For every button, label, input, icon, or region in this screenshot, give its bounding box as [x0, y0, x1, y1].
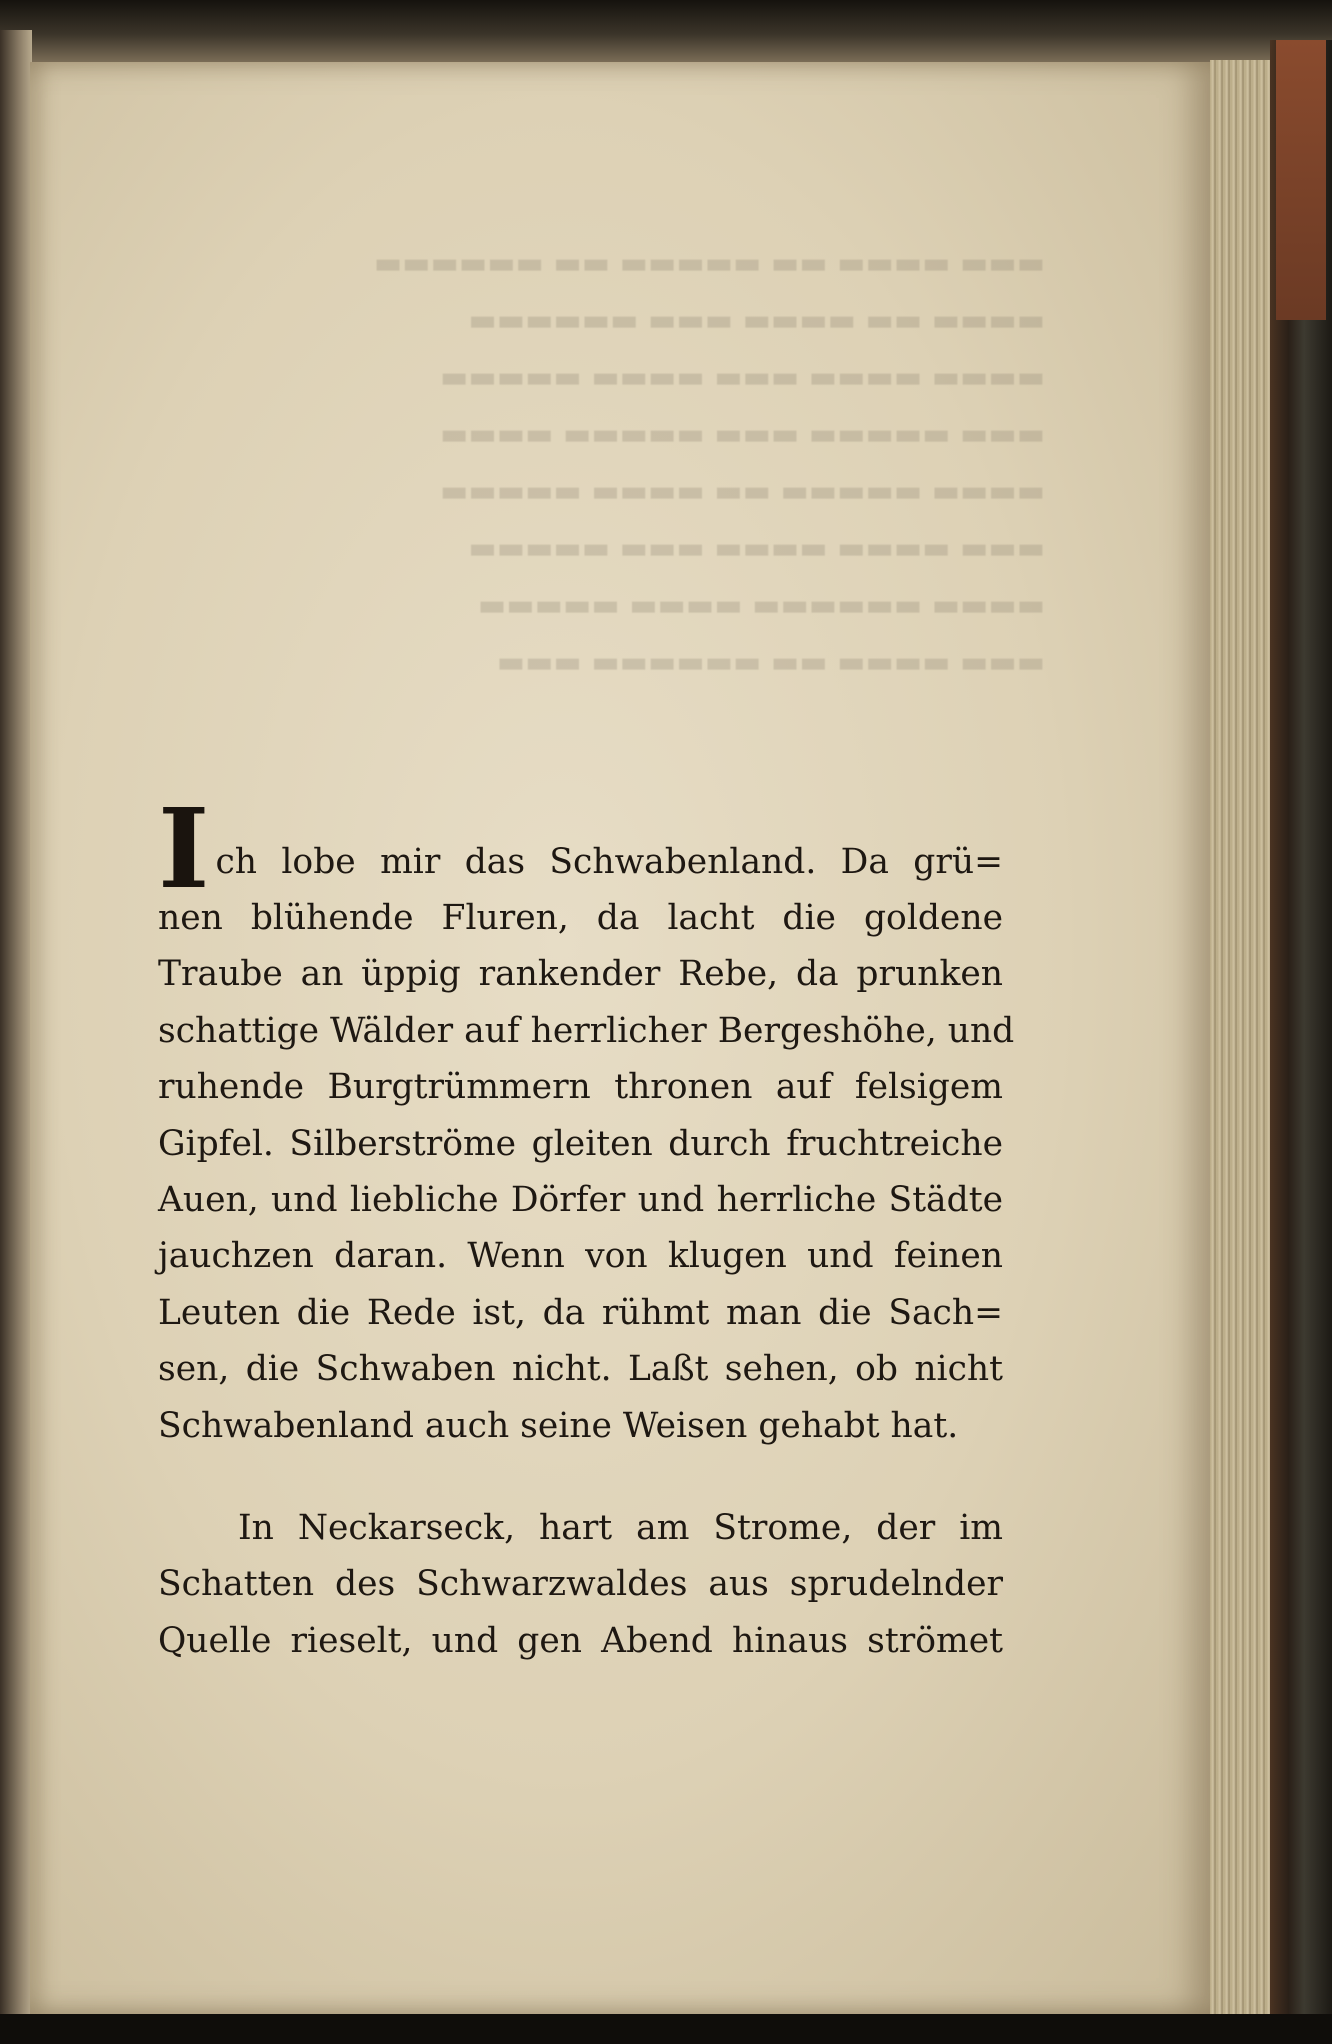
cover-leather — [1276, 40, 1326, 320]
text-line: Auen, und liebliche Dörfer und herrliche Städte — [158, 1180, 1003, 1221]
text-line: Traube an üppig rankender Rebe, da prunken — [158, 954, 1003, 995]
text-line: nen blühende Fluren, da lacht die goldene — [158, 898, 1003, 938]
text-line: In Neckarseck, hart am Strome, der im — [238, 1508, 1003, 1549]
book-spine — [0, 30, 32, 2015]
text-line: schattige Wälder auf herrlicher Bergeshöhe, und — [158, 1010, 1015, 1051]
first-line — [158, 784, 1003, 913]
text-line: Schatten des Schwarzwaldes aus sprudelnder — [158, 1564, 1003, 1605]
book-cover-right — [1270, 40, 1332, 2030]
main-text — [158, 784, 1015, 1669]
page-edges — [1210, 60, 1270, 2015]
paragraph-2 — [158, 1500, 1003, 1669]
book-bottom-edge — [0, 2014, 1332, 2044]
text-line: Quelle rieselt, und gen Abend hinaus strömet — [158, 1620, 1003, 1661]
book-top-edge — [0, 0, 1332, 62]
paragraph-1 — [158, 784, 1015, 1454]
text-line: ch lobe mir das Schwabenland. Da grü= — [215, 841, 1003, 882]
text-line: jauchzen daran. Wenn von klugen und feinen — [158, 1236, 1003, 1277]
text-line: Leuten die Rede ist, da rühmt man die Sach= — [158, 1292, 1003, 1333]
text-line: ruhende Burgtrümmern thronen auf felsigem — [158, 1067, 1003, 1108]
text-line: Gipfel. Silberströme gleiten durch fruchtreiche — [158, 1123, 1003, 1164]
drop-cap: I — [158, 784, 210, 913]
text-line: sen, die Schwaben nicht. Laßt sehen, ob nicht — [158, 1349, 1003, 1390]
text-line: Schwabenland auch seine Weisen gehabt hat. — [158, 1405, 959, 1446]
show-through-text: ▬▬▬ ▬▬▬▬ ▬▬ ▬▬▬▬▬ ▬▬ ▬▬▬▬▬▬ ▬▬▬▬ ▬▬ ▬▬▬▬ ▬▬▬ ▬▬▬▬▬▬ ▬▬▬▬ ▬▬▬▬ ▬▬▬ ▬▬▬▬ ▬▬▬▬▬ ▬▬▬ ▬▬▬▬▬ ▬▬▬ ▬▬▬▬▬ ▬▬▬▬ ▬▬▬▬ ▬▬▬▬▬ ▬▬ ▬▬▬▬ ▬▬▬▬▬ ▬▬▬ ▬▬▬▬ ▬▬▬▬ ▬▬▬ ▬▬▬▬▬ ▬▬▬▬ ▬▬▬▬▬▬ ▬▬▬▬ ▬▬▬▬▬ ▬▬▬ ▬▬▬▬ ▬▬ ▬▬▬▬▬▬ ▬▬▬ — [373, 246, 1045, 680]
